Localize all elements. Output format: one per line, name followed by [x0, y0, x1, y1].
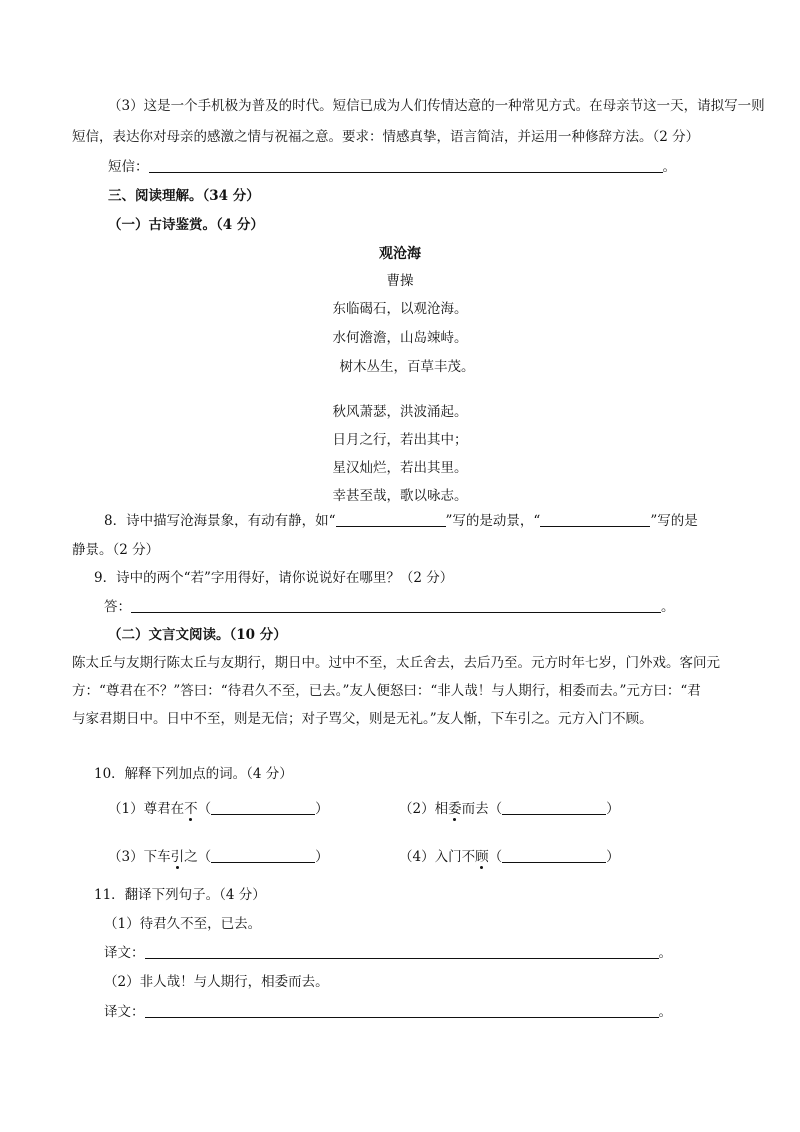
q10-item-close: ） — [606, 849, 620, 865]
q10-item-1 — [108, 800, 329, 818]
q3-answer-label: 短信： — [108, 159, 149, 175]
part1-title: （一）古诗鉴赏。（4 分） — [108, 217, 264, 233]
q11-answer-row-1 — [104, 944, 672, 962]
part2-title: （二）文言文阅读。（10 分） — [108, 627, 287, 643]
q10-item-close: ） — [315, 801, 329, 817]
q11-title: 11．翻译下列句子。（4 分） — [94, 887, 266, 903]
poem-line: 树木丛生，百草丰茂。 — [339, 359, 475, 375]
poem-line: 秋风萧瑟，洪波涌起。 — [332, 404, 468, 420]
q10-item-close: ） — [315, 849, 329, 865]
q10-dotted-word: 引 — [170, 849, 185, 865]
q10-item-close: ） — [606, 801, 620, 817]
poem-author: 曹操 — [386, 273, 414, 289]
q8-line2: 静景。（2 分） — [72, 542, 160, 558]
q10-item-prefix: （4）入门不 — [399, 849, 476, 865]
q8-line1 — [104, 512, 698, 530]
poem-line: 日月之行，若出其中； — [332, 432, 468, 448]
q10-blank-3[interactable] — [211, 848, 315, 863]
q10-dotted-word: 委 — [448, 801, 462, 817]
q11-answer-end: 。 — [658, 945, 672, 961]
q10-item-prefix: （2）相 — [399, 801, 449, 817]
q3-answer-end: 。 — [662, 159, 676, 175]
q11-sentence-1: （1）待君久不至，已去。 — [104, 916, 262, 932]
q10-blank-2[interactable] — [502, 800, 606, 815]
poem-title: 观沧海 — [379, 246, 421, 262]
q3-answer-blank[interactable] — [149, 158, 663, 173]
q11-sentence-2: （2）非人哉！与人期行，相委而去。 — [104, 974, 329, 990]
q10-item-prefix: （1）尊君在 — [108, 801, 185, 817]
q8-text-a: 8．诗中描写沧海景象，有动有静，如“ — [104, 513, 336, 529]
q8-blank-static[interactable] — [540, 512, 650, 527]
q9-answer-label: 答： — [104, 599, 131, 615]
poem-line: 水何澹澹，山岛竦峙。 — [332, 330, 468, 346]
classical-line: 方：“尊君在不？”答曰：“待君久不至，已去。”友人便怒曰：“非人哉！与人期行，相委而去。”元方曰：“君 — [72, 683, 701, 699]
q9-answer-end: 。 — [661, 599, 675, 615]
q10-blank-1[interactable] — [211, 800, 315, 815]
q3-answer-row — [108, 158, 676, 176]
q10-item-open: （ — [488, 849, 503, 865]
q10-item-suffix: 而去 — [461, 801, 489, 817]
q10-title: 10．解释下列加点的词。（4 分） — [94, 766, 293, 782]
poem-line: 幸甚至哉，歌以咏志。 — [332, 488, 468, 504]
q3-line2: 短信，表达你对母亲的感激之情与祝福之意。要求：情感真挚，语言简洁，并运用一种修辞方法。（2 分） — [72, 129, 700, 145]
q3-line1: （3）这是一个手机极为普及的时代。短信已成为人们传情达意的一种常见方式。在母亲节这一天，请拟写一则 — [108, 98, 765, 114]
q11-answer-label: 译文： — [104, 945, 145, 961]
poem-line: 东临碣石，以观沧海。 — [332, 301, 468, 317]
q8-text-b: ”写的是动景，“ — [445, 513, 541, 529]
q11-answer-blank-1[interactable] — [145, 944, 659, 959]
q8-text-c: ”写的是 — [650, 513, 698, 529]
q10-item-3 — [108, 848, 329, 866]
q9-answer-row — [104, 598, 675, 616]
classical-line: 与家君期日中。日中不至，则是无信；对子骂父，则是无礼。”友人惭，下车引之。元方入门不顾。 — [72, 711, 653, 727]
q8-blank-dynamic[interactable] — [336, 512, 446, 527]
q11-answer-label: 译文： — [104, 1004, 145, 1020]
q10-item-open: （ — [197, 849, 212, 865]
q11-answer-blank-2[interactable] — [145, 1003, 659, 1018]
classical-line: 陈太丘与友期行陈太丘与友期行，期日中。过中不至，太丘舍去，去后乃至。元方时年七岁，门外戏。客问元 — [72, 655, 720, 671]
q11-answer-row-2 — [104, 1003, 672, 1021]
q11-answer-end: 。 — [658, 1004, 672, 1020]
q10-dotted-word: 顾 — [475, 849, 489, 865]
section3-title: 三、阅读理解。（34 分） — [108, 188, 260, 204]
q10-item-suffix: 之 — [184, 849, 198, 865]
q10-item-2 — [399, 800, 620, 818]
q9-text: 9．诗中的两个“若”字用得好，请你说说好在哪里？（2 分） — [94, 570, 454, 586]
q10-item-prefix: （3）下车 — [108, 849, 171, 865]
q9-answer-blank[interactable] — [131, 598, 661, 613]
q10-item-open: （ — [197, 801, 212, 817]
q10-item-open: （ — [488, 801, 503, 817]
q10-dotted-word: 不 — [184, 801, 198, 817]
poem-line: 星汉灿烂，若出其里。 — [332, 460, 468, 476]
q10-item-4 — [399, 848, 620, 866]
q10-blank-4[interactable] — [502, 848, 606, 863]
